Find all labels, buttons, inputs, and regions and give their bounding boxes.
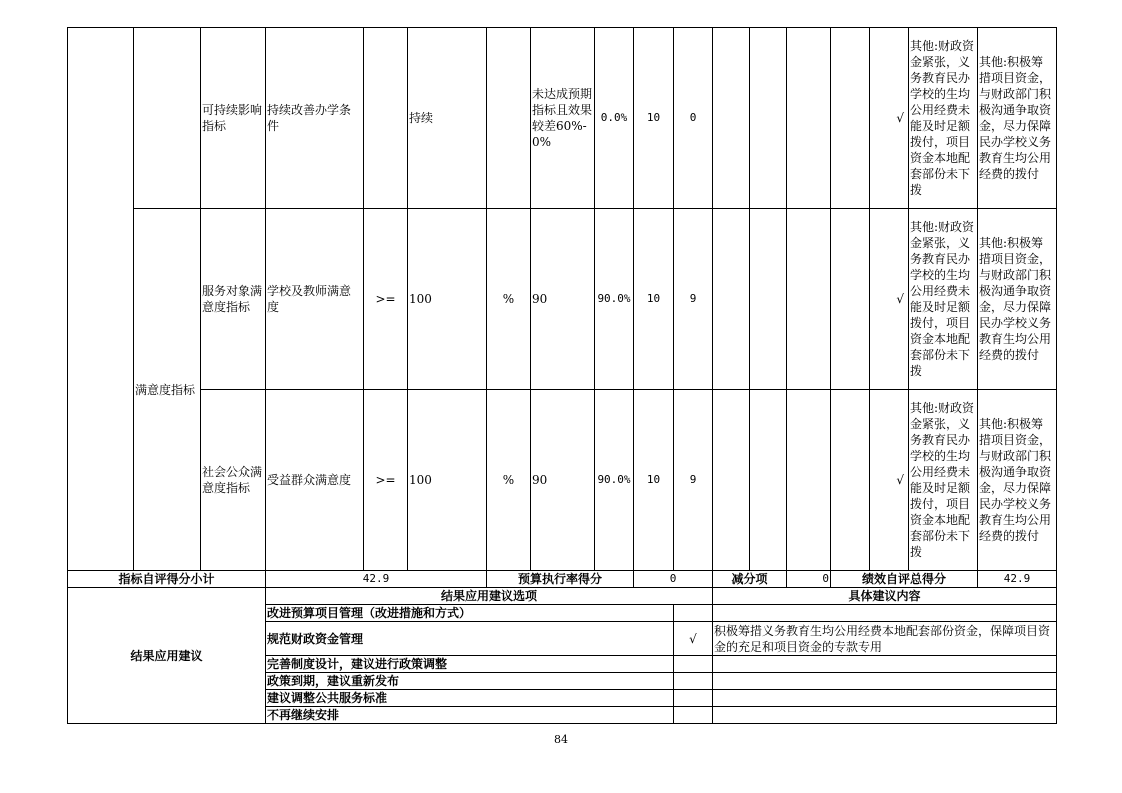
weight-cell: 10 [634, 28, 674, 209]
suggestion-option-label: 不再继续安排 [266, 707, 674, 724]
suggestion-content: 积极筹措义务教育生均公用经费本地配套部份资金，保障项目资金的充足和项目资金的专款专用 [713, 622, 1057, 656]
unit-cell: % [487, 209, 531, 390]
budget-score-label: 预算执行率得分 [487, 571, 634, 588]
suggestion-content [713, 673, 1057, 690]
operator-cell [364, 28, 408, 209]
sub-category-cell: 可持续影响指标 [201, 28, 266, 209]
blank-cell [831, 28, 870, 209]
completion-rate-cell: 90.0% [595, 209, 634, 390]
score-cell: 9 [674, 209, 713, 390]
reason-cell: 其他:财政资金紧张，义务教育民办学校的生均公用经费未能及时足额拨付，项目资金本地配套部份未下拨 [909, 390, 978, 571]
check-mark: √ [870, 209, 909, 390]
outer-blank-cell [68, 28, 134, 571]
suggestion-option-label: 建议调整公共服务标准 [266, 690, 674, 707]
actual-cell: 90 [531, 209, 595, 390]
suggestion-section-label: 结果应用建议 [68, 588, 266, 724]
target-cell: 100 [408, 209, 487, 390]
reason-cell: 其他:财政资金紧张，义务教育民办学校的生均公用经费未能及时足额拨付，项目资金本地配套部份未下拨 [909, 28, 978, 209]
suggestion-check [674, 690, 713, 707]
score-cell: 9 [674, 390, 713, 571]
blank-cell [713, 28, 750, 209]
total-score-label: 绩效自评总得分 [831, 571, 978, 588]
budget-score-value: 0 [634, 571, 713, 588]
subtotal-label: 指标自评得分小计 [68, 571, 266, 588]
weight-cell: 10 [634, 209, 674, 390]
subtotal-value: 42.9 [266, 571, 487, 588]
table-row [68, 28, 1057, 209]
table-row [68, 209, 1057, 390]
blank-cell [750, 390, 787, 571]
deduct-label: 减分项 [713, 571, 787, 588]
category-cell: 满意度指标 [134, 209, 201, 571]
check-mark: √ [870, 28, 909, 209]
blank-cell [713, 390, 750, 571]
indicator-cell: 持续改善办学条件 [266, 28, 364, 209]
sub-category-cell: 服务对象满意度指标 [201, 209, 266, 390]
blank-cell [787, 209, 831, 390]
suggestion-check [674, 605, 713, 622]
suggestion-check [674, 707, 713, 724]
suggestion-content [713, 707, 1057, 724]
suggestion-option-label: 完善制度设计，建议进行政策调整 [266, 656, 674, 673]
measure-cell: 其他:积极筹措项目资金，与财政部门积极沟通争取资金，尽力保障民办学校义务教育生均公用经费的拨付 [978, 390, 1057, 571]
suggestion-content [713, 656, 1057, 673]
suggestion-content [713, 605, 1057, 622]
blank-cell [831, 209, 870, 390]
unit-cell: % [487, 390, 531, 571]
operator-cell: >= [364, 209, 408, 390]
suggestion-option-label: 政策到期，建议重新发布 [266, 673, 674, 690]
operator-cell: >= [364, 390, 408, 571]
table-row [68, 390, 1057, 571]
score-cell: 0 [674, 28, 713, 209]
suggestion-content-header: 具体建议内容 [713, 588, 1057, 605]
indicator-cell: 学校及教师满意度 [266, 209, 364, 390]
deduct-value: 0 [787, 571, 831, 588]
suggestion-options-header: 结果应用建议选项 [266, 588, 713, 605]
weight-cell: 10 [634, 390, 674, 571]
measure-cell: 其他:积极筹措项目资金，与财政部门积极沟通争取资金，尽力保障民办学校义务教育生均公用经费的拨付 [978, 28, 1057, 209]
suggestion-check [674, 673, 713, 690]
category-blank-cell [134, 28, 201, 209]
blank-cell [787, 28, 831, 209]
actual-cell: 未达成预期指标且效果较差60%-0% [531, 28, 595, 209]
completion-rate-cell: 0.0% [595, 28, 634, 209]
page-number: 84 [554, 733, 568, 746]
blank-cell [713, 209, 750, 390]
suggestion-check [674, 656, 713, 673]
indicator-cell: 受益群众满意度 [266, 390, 364, 571]
summary-row [68, 571, 1057, 588]
performance-evaluation-table [67, 27, 1057, 724]
target-cell: 100 [408, 390, 487, 571]
blank-cell [750, 209, 787, 390]
reason-cell: 其他:财政资金紧张，义务教育民办学校的生均公用经费未能及时足额拨付，项目资金本地配套部份未下拨 [909, 209, 978, 390]
suggestion-option-label: 改进预算项目管理（改进措施和方式） [266, 605, 674, 622]
target-cell: 持续 [408, 28, 487, 209]
measure-cell: 其他:积极筹措项目资金，与财政部门积极沟通争取资金，尽力保障民办学校义务教育生均公用经费的拨付 [978, 209, 1057, 390]
suggestion-option-label: 规范财政资金管理 [266, 622, 674, 656]
completion-rate-cell: 90.0% [595, 390, 634, 571]
blank-cell [750, 28, 787, 209]
blank-cell [787, 390, 831, 571]
sub-category-cell: 社会公众满意度指标 [201, 390, 266, 571]
suggestion-check: √ [674, 622, 713, 656]
suggestion-content [713, 690, 1057, 707]
blank-cell [831, 390, 870, 571]
check-mark: √ [870, 390, 909, 571]
suggestion-header-row [68, 588, 1057, 605]
total-score-value: 42.9 [978, 571, 1057, 588]
unit-cell [487, 28, 531, 209]
actual-cell: 90 [531, 390, 595, 571]
